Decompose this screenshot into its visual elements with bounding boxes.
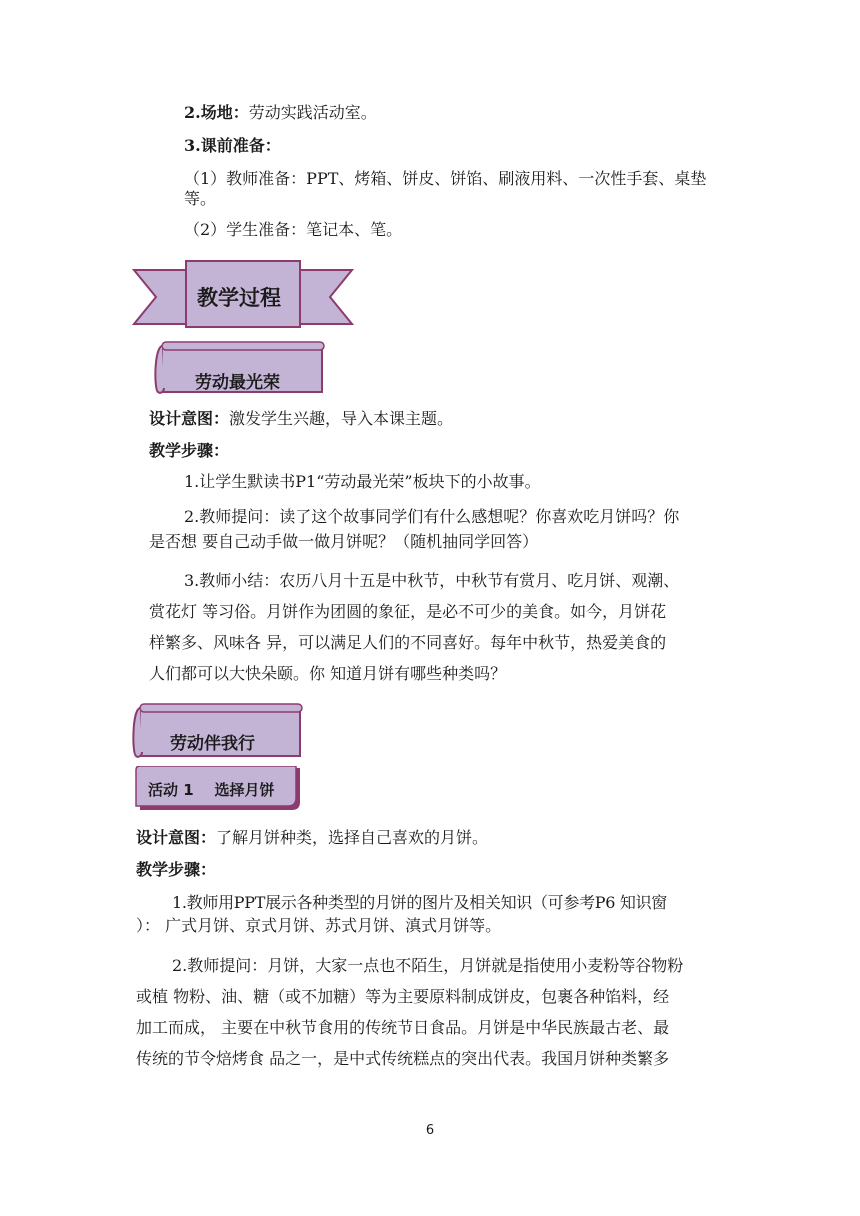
venue-label: 2.场地： [184, 103, 249, 122]
section1-steps-label: 教学步骤： [149, 441, 230, 460]
teaching-process-title: 教学过程 [197, 286, 281, 310]
teacher-prep-line1: （1）教师准备：PPT、烤箱、饼皮、饼馅、刷液用料、一次性手套、桌垫 [184, 169, 707, 188]
section1-step3-line3: 样繁多、风味各 异，可以满足人们的不同喜好。每年中秋节，热爱美食的 [149, 633, 667, 652]
section2-step2-line1: 2.教师提问：月饼，大家一点也不陌生，月饼就是指使用小麦粉等谷物粉 [172, 956, 684, 975]
section2-step2-line3: 加工而成， 主要在中秋节食用的传统节日食品。月饼是中华民族最古老、最 [136, 1018, 670, 1037]
prep-heading: 3.课前准备： [184, 136, 281, 155]
section1-step3-line1: 3.教师小结：农历八月十五是中秋节，中秋节有赏月、吃月饼、观潮、 [184, 571, 680, 590]
venue-text: 劳动实践活动室。 [248, 103, 377, 122]
section2-step2-line2: 或植 物粉、油、糖（或不加糖）等为主要原料制成饼皮，包裹各种馅料，经 [136, 987, 670, 1006]
section2-step1-line1: 1.教师用PPT展示各种类型的月饼的图片及相关知识（可参考P6 知识窗 [172, 893, 668, 912]
activity-title: 活动 1 选择月饼 [148, 781, 275, 799]
section1-step3-line4: 人们都可以大快朵颐。你 知道月饼有哪些种类吗？ [149, 664, 507, 683]
section2-intent-text: 了解月饼种类，选择自己喜欢的月饼。 [216, 828, 489, 847]
teacher-prep-line2: 等。 [184, 189, 217, 208]
section1-subtitle: 劳动最光荣 [195, 373, 280, 393]
section1-intent [149, 409, 453, 429]
venue-line [184, 103, 377, 123]
page-number: 6 [425, 1123, 435, 1138]
section1-step2-line1: 2.教师提问：读了这个故事同学们有什么感想呢？你喜欢吃月饼吗？你 [184, 507, 680, 526]
section1-step3-line2: 赏花灯 等习俗。月饼作为团圆的象征，是必不可少的美食。如今，月饼花 [149, 602, 667, 621]
section2-steps-label: 教学步骤： [136, 860, 217, 879]
section1-intent-label: 设计意图： [149, 409, 230, 428]
section2-step2-line4: 传统的节令焙烤食 品之一，是中式传统糕点的突出代表。我国月饼种类繁多 [136, 1049, 670, 1068]
section2-intent-label: 设计意图： [136, 828, 217, 847]
section1-step1: 1.让学生默读书P1“劳动最光荣”板块下的小故事。 [184, 472, 541, 491]
section2-subtitle: 劳动伴我行 [170, 734, 255, 754]
student-prep: （2）学生准备：笔记本、笔。 [184, 220, 403, 239]
section2-step1-line2: ）： 广式月饼、京式月饼、苏式月饼、滇式月饼等。 [136, 916, 502, 935]
section1-step2-line2: 是否想 要自己动手做一做月饼呢？（随机抽同学回答） [149, 532, 539, 551]
section2-intent [136, 828, 488, 848]
section1-intent-text: 激发学生兴趣，导入本课主题。 [229, 409, 454, 428]
